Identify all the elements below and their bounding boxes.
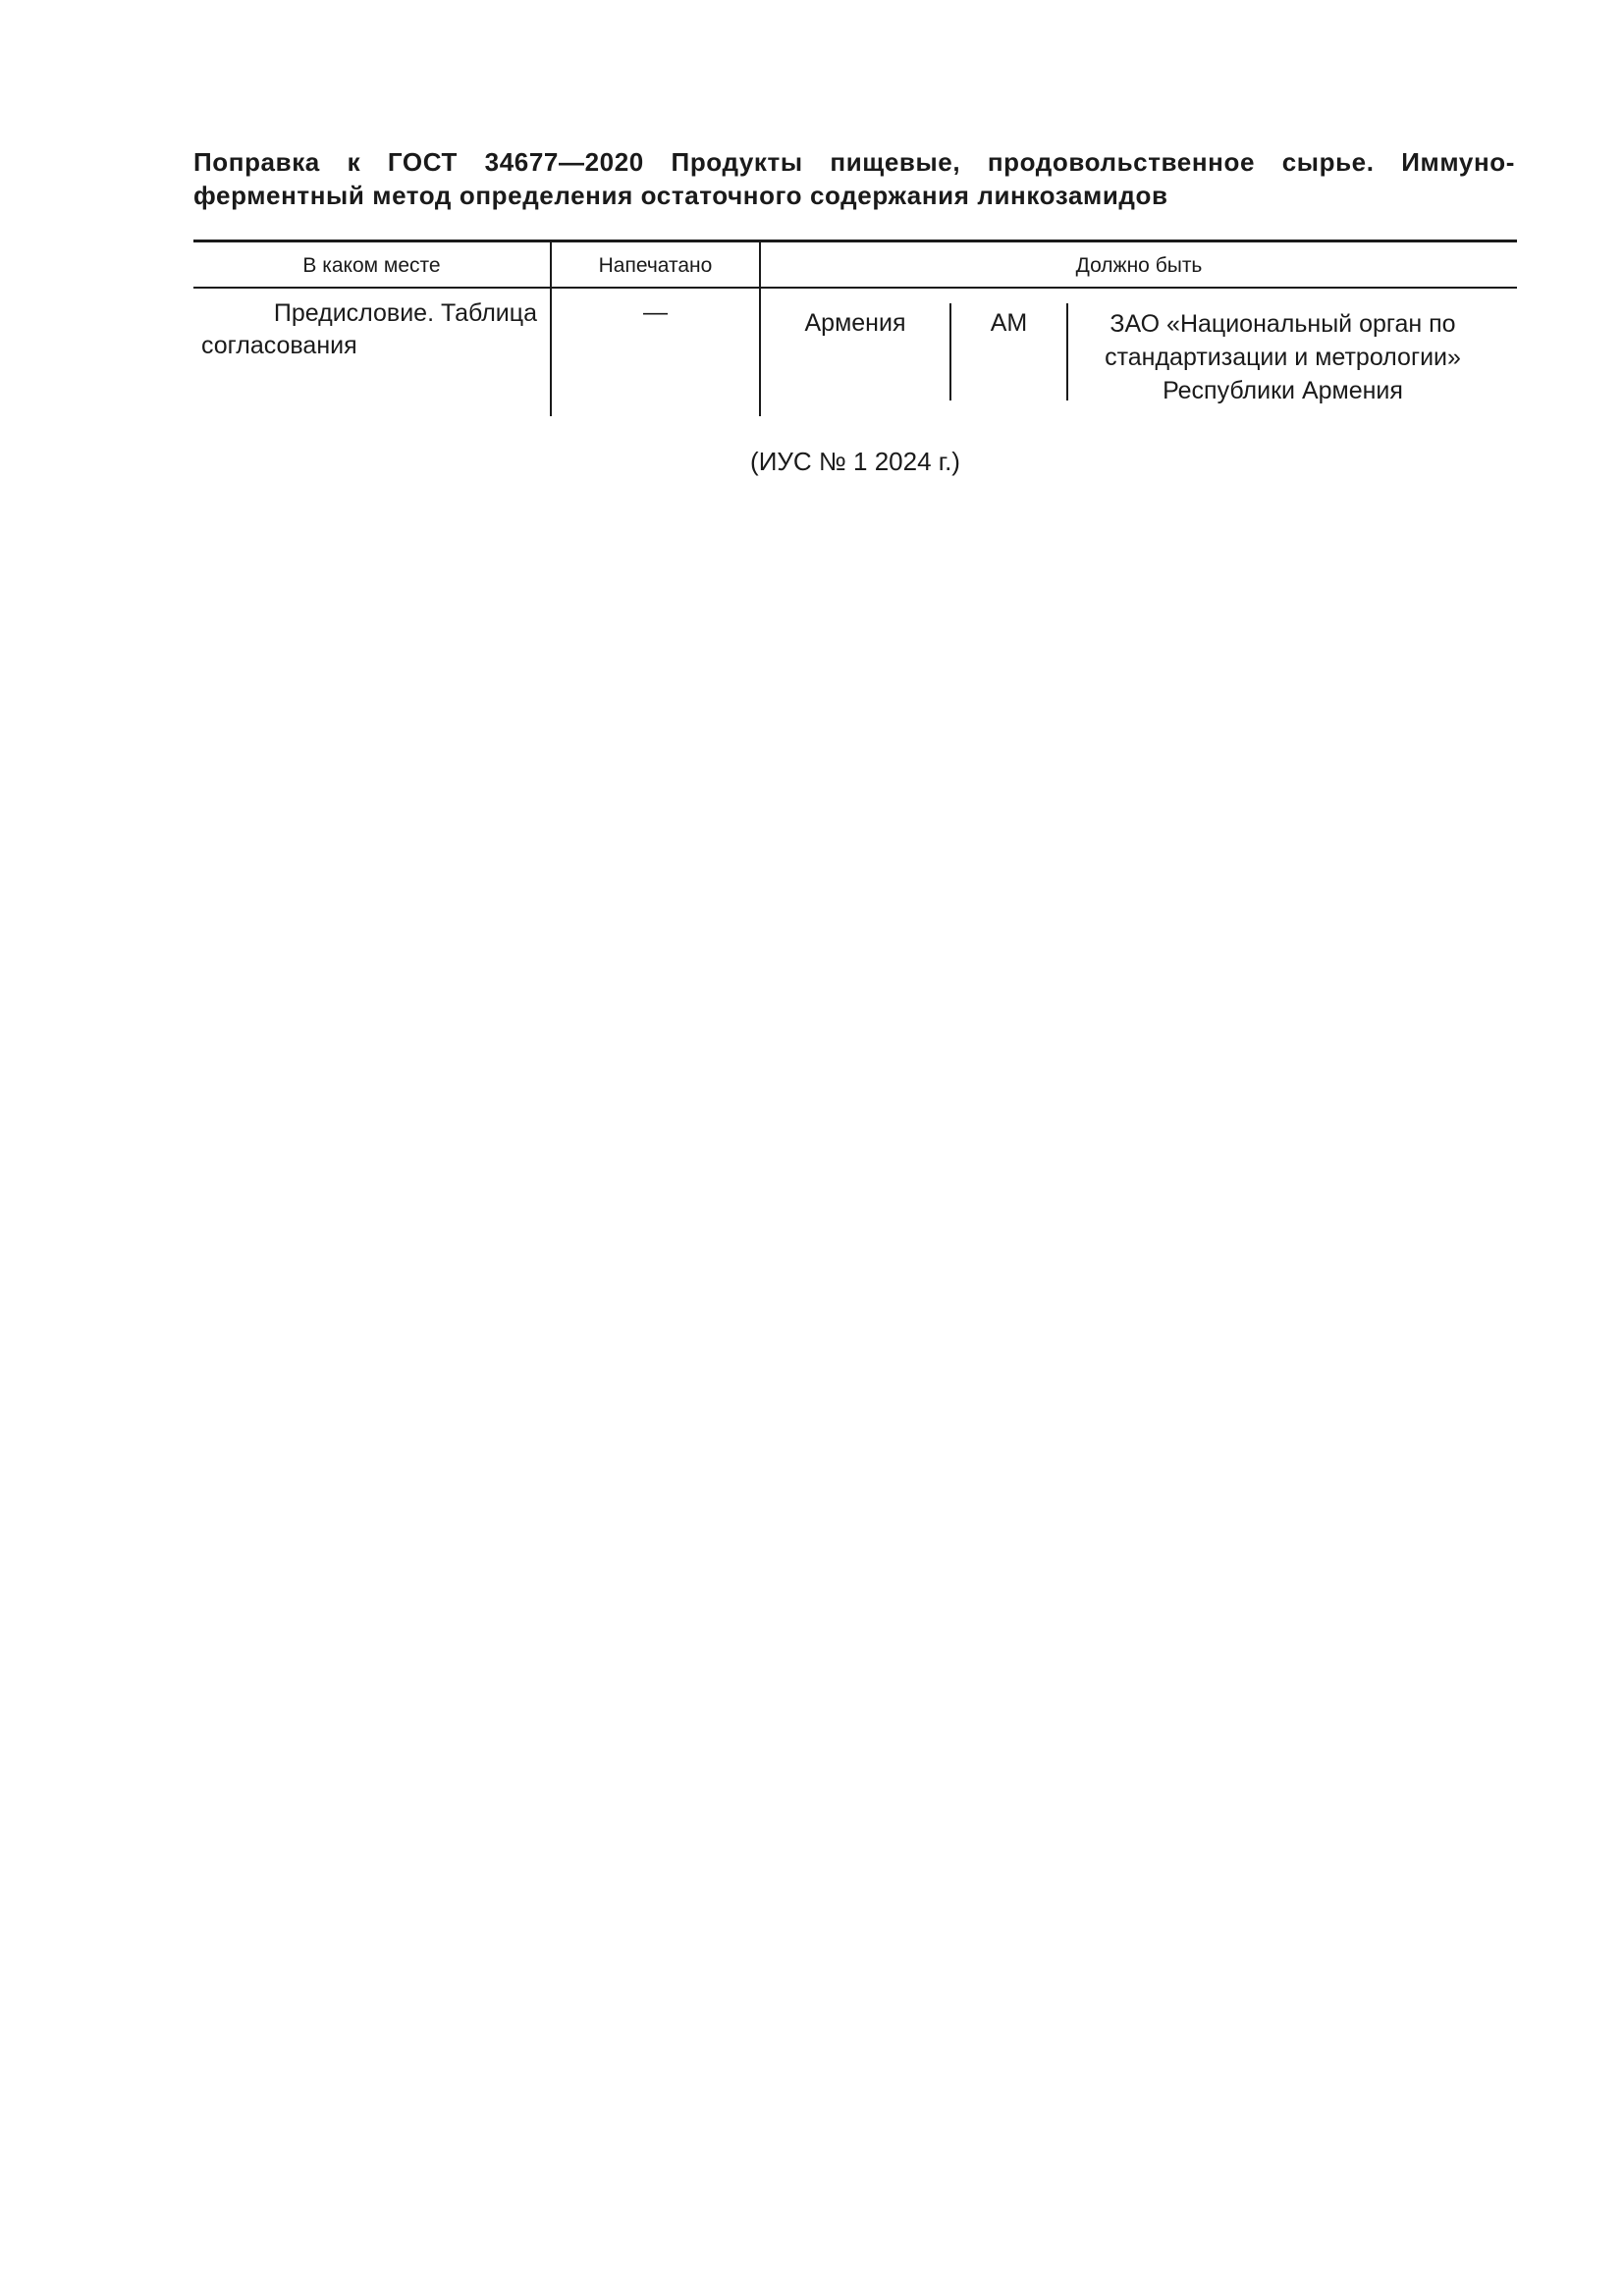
cell-printed: — <box>643 298 668 326</box>
cell-organization-line-2: стандартизации и метрологии» <box>1105 344 1461 371</box>
table-header-rule <box>193 287 1517 289</box>
cell-place-line-1: Предисловие. Таблица <box>273 299 537 327</box>
cell-country-code: AM <box>990 309 1028 337</box>
cell-organization <box>1068 307 1497 407</box>
table-top-rule <box>193 240 1517 242</box>
cell-organization-line-3: Республики Армения <box>1163 377 1403 404</box>
ius-reference: (ИУС № 1 2024 г.) <box>750 447 960 476</box>
cell-place-line-2: согласования <box>201 332 357 359</box>
amendment-title <box>193 145 1515 212</box>
header-printed: Напечатано <box>598 254 713 277</box>
title-line-2: ферментный метод определения остаточного содержания линкозамидов <box>193 181 1168 210</box>
title-line-1: Поправка к ГОСТ 34677—2020 Продукты пищевые, продовольственное сырье. Иммуно- <box>193 147 1515 177</box>
cell-country: Армения <box>804 309 906 337</box>
header-place: В каком месте <box>302 254 441 277</box>
header-should-be: Должно быть <box>1075 254 1203 277</box>
cell-organization-line-1: ЗАО «Национальный орган по <box>1110 310 1456 338</box>
cell-place <box>201 297 537 362</box>
